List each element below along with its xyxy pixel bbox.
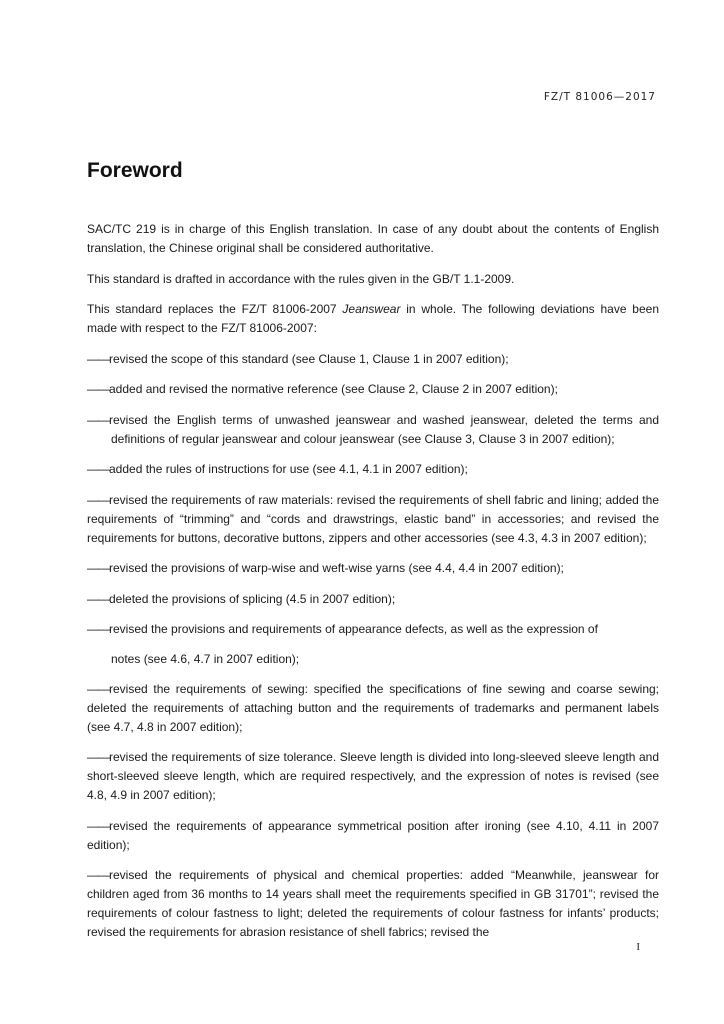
paragraph-translation-note: SAC/TC 219 is in charge of this English translation. In case of any doubt about the contents of English translation, the Chinese original shall be considered authoritative.	[87, 222, 659, 255]
deviation-item-scope	[87, 350, 659, 369]
deviation-item-text: revised the requirements of size tolerance. Sleeve length is divided into long-sleeved sleeve length and short-sleeved sleeve length, which are required respectively, and the expression of notes is revised (see 4.8, 4.9 in 2007 edition);	[87, 750, 659, 802]
replacement-text-end: in whole. The following deviations have been made with respect to the FZ/T 81006-2007:	[87, 302, 659, 335]
page-number: I	[636, 941, 640, 953]
deviation-item-text: revised the requirements of physical and chemical properties: added “Meanwhile, jeanswear for children aged from 36 months to 14 years shall meet the requirements specified in GB 31701”; revised the requirements of colour fastness to light; deleted the requirements of colour fastness for infants’ products; revised the requirements for abrasion resistance of shell fabrics; revised the	[87, 868, 659, 939]
deviation-item-text: revised the scope of this standard (see Clause 1, Clause 1 in 2007 edition);	[109, 351, 509, 366]
deviation-item-text: revised the requirements of appearance symmetrical position after ironing (see 4.10, 4.11 in 2007 edition);	[87, 818, 659, 852]
deviation-item-text: deleted the provisions of splicing (4.5 in 2007 edition);	[109, 591, 396, 606]
dash-mark: ——	[87, 351, 109, 366]
document-code: FZ/T 81006—2017	[543, 91, 656, 103]
deviation-item-terms	[87, 411, 659, 449]
dash-mark: ——	[87, 681, 109, 696]
dash-mark: ——	[87, 462, 109, 476]
dash-mark: ——	[87, 591, 109, 606]
deviation-item-text: added and revised the normative reference (see Clause 2, Clause 2 in 2007 edition);	[109, 382, 558, 396]
dash-mark: ——	[87, 868, 109, 882]
dash-mark: ——	[87, 818, 109, 833]
deviation-item-text: revised the requirements of raw materials: revised the requirements of shell fabric and lining; added the requirements of “trimming” and “cords and drawstrings, elastic band” in accessories; and revised the requirements for buttons, decorative buttons, zippers and other accessories (see 4.3, 4.3 in 2007 edition);	[87, 492, 659, 545]
deviation-item-size-tolerance	[87, 748, 659, 805]
page-title: Foreword	[87, 159, 183, 182]
deviation-item-raw-materials	[87, 491, 659, 548]
deviation-item-instructions	[87, 460, 659, 479]
dash-mark: ——	[87, 561, 109, 575]
deviation-item-normative-reference	[87, 380, 659, 399]
replacement-text-start: This standard replaces the FZ/T 81006-2007	[87, 302, 343, 316]
deviation-item-text: revised the provisions and requirements of appearance defects, as well as the expression of	[109, 622, 598, 636]
deviation-item-text: revised the requirements of sewing: specified the specifications of fine sewing and coarse sewing; deleted the requirements of attaching button and the requirements of trademarks and permanent labels (see 4.7, 4.8 in 2007 edition);	[87, 681, 659, 734]
deviation-item-yarns	[87, 559, 659, 578]
deviation-item-physical-chemical	[87, 866, 659, 942]
deviation-item-sewing	[87, 680, 659, 737]
deviation-item-text: revised the English terms of unwashed jeanswear and washed jeanswear, deleted the terms and definitions of regular jeanswear and colour jeanswear (see Clause 3, Clause 3 in 2007 edition);	[109, 412, 659, 446]
dash-mark: ——	[87, 750, 109, 764]
replaced-standard-title: Jeanswear	[342, 302, 401, 316]
deviation-item-splicing	[87, 590, 659, 609]
deviation-item-text: revised the provisions of warp-wise and weft-wise yarns (see 4.4, 4.4 in 2007 edition);	[109, 561, 564, 575]
deviation-item-appearance-defects	[87, 620, 659, 639]
dash-mark: ——	[87, 382, 109, 396]
paragraph-drafting-rules: This standard is drafted in accordance with the rules given in the GB/T 1.1-2009.	[87, 271, 515, 286]
deviation-item-ironing	[87, 817, 659, 855]
deviation-item-appearance-defects-continued: notes (see 4.6, 4.7 in 2007 edition);	[111, 651, 300, 666]
dash-mark: ——	[87, 412, 109, 427]
foreword-body	[87, 220, 659, 954]
deviation-item-text: added the rules of instructions for use (see 4.1, 4.1 in 2007 edition);	[109, 462, 468, 476]
dash-mark: ——	[87, 492, 109, 507]
paragraph-replacement	[87, 300, 659, 338]
dash-mark: ——	[87, 622, 109, 636]
